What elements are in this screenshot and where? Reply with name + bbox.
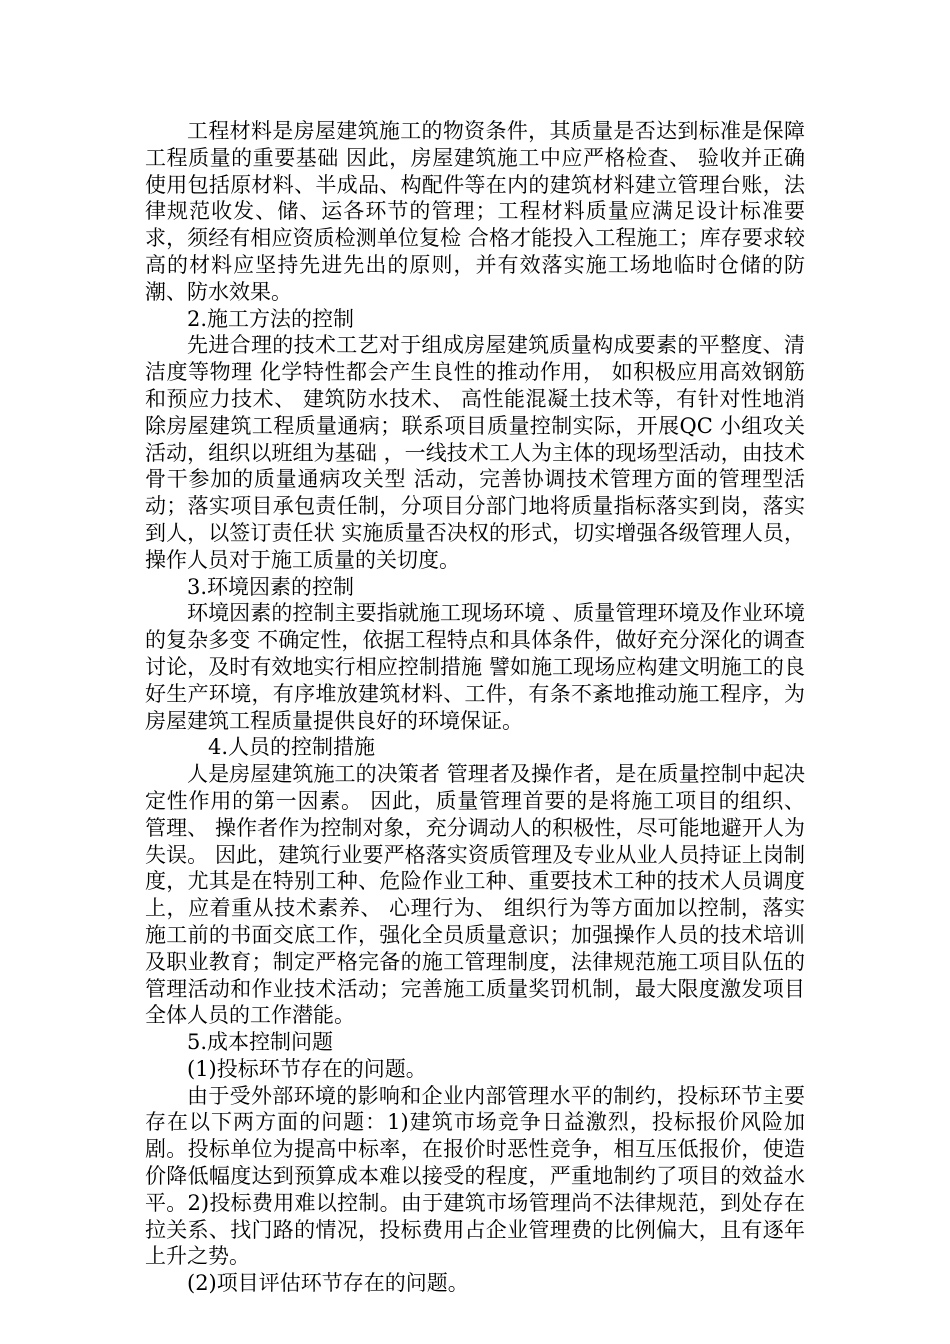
heading-cost-control: 5.成本控制问题 <box>187 1030 334 1055</box>
paragraph-personnel: 人是房屋建筑施工的决策者 管理者及操作者，是在质量控制中起决定性作用的第一因素。 因此，质量管理首要的是将施工项目的组织、 管理、 操作者作为控制对象，充分调动人的积极性，尽可能地避开人为失误。 因此，建筑行业要严格落实资质管理及专业从业人员持证上岗制度，尤其是在特别工种、危险作业工种、重要技术工种的技术人员调度上，应着重从技术素养、 心理行为、 组织行为等方面加以控制，落实施工前的书面交底工作，强化全员质量意识；加强操作人员的技术培训及职业教育；制定严格完备的施工管理制度，法律规范施工项目队伍的管理活动和作业技术活动；完善施工质量奖罚机制，最大限度激发项目全体人员的工作潜能。 <box>145 762 805 1028</box>
document-body <box>145 118 805 1297</box>
heading-construction-method: 2.施工方法的控制 <box>187 306 355 331</box>
paragraph-environment: 环境因素的控制主要指就施工现场环境 、质量管理环境及作业环境的复杂多变 不确定性，依据工程特点和具体条件，做好充分深化的调查讨论，及时有效地实行相应控制措施 譬如施工现场应构建文明施工的良好生产环境，有序堆放建筑材料、工件，有条不紊地推动施工程序，为房屋建筑工程质量提供良好的环境保证。 <box>145 601 805 733</box>
paragraph-materials: 工程材料是房屋建筑施工的物资条件，其质量是否达到标准是保障工程质量的重要基础 因此，房屋建筑施工中应严格检查、 验收并正确使用包括原材料、半成品、构配件等在内的建筑材料建立管理台账，法律规范收发、储、运各环节的管理；工程材料质量应满足设计标准要求，须经有相应资质检测单位复检 合格才能投入工程施工；库存要求较高的材料应坚持先进先出的原则，并有效落实施工场地临时仓储的防潮、防水效果。 <box>145 119 805 304</box>
paragraph-bidding: 由于受外部环境的影响和企业内部管理水平的制约，投标环节主要存在以下两方面的问题：1)建筑市场竞争日益激烈，投标报价风险加剧。投标单位为提高中标率，在报价时恶性竞争，相互压低报价，使造价降低幅度达到预算成本难以接受的程度，严重地制约了项目的效益水平。2)投标费用难以控制。由于建筑市场管理尚不法律规范，到处存在拉关系、找门路的情况，投标费用占企业管理费的比例偏大，且有逐年上升之势。 <box>145 1083 805 1269</box>
subheading-bidding: (1)投标环节存在的问题。 <box>187 1056 427 1081</box>
heading-environment: 3.环境因素的控制 <box>187 574 355 599</box>
heading-personnel: 4.人员的控制措施 <box>208 735 376 760</box>
subheading-evaluation: (2)项目评估环节存在的问题。 <box>187 1271 469 1296</box>
paragraph-construction-method: 先进合理的技术工艺对于组成房屋建筑质量构成要素的平整度、清洁度等物理 化学特性都会产生良性的推动作用， 如积极应用高效钢筋和预应力技术、 建筑防水技术、 高性能混凝土技术等，有针对性地消除房屋建筑工程质量通病；联系项目质量控制实际，开展QC 小组攻关活动，组织以班组为基础 ，一线技术工人为主体的现场型活动，由技术骨干参加的质量通病攻关型 活动，完善协调技术管理方面的管理型活动；落实项目承包责任制，分项目分部门地将质量指标落实到岗，落实到人，以签订责任状 实施质量否决权的形式，切实增强各级管理人员，操作人员对于施工质量的关切度。 <box>145 333 805 572</box>
